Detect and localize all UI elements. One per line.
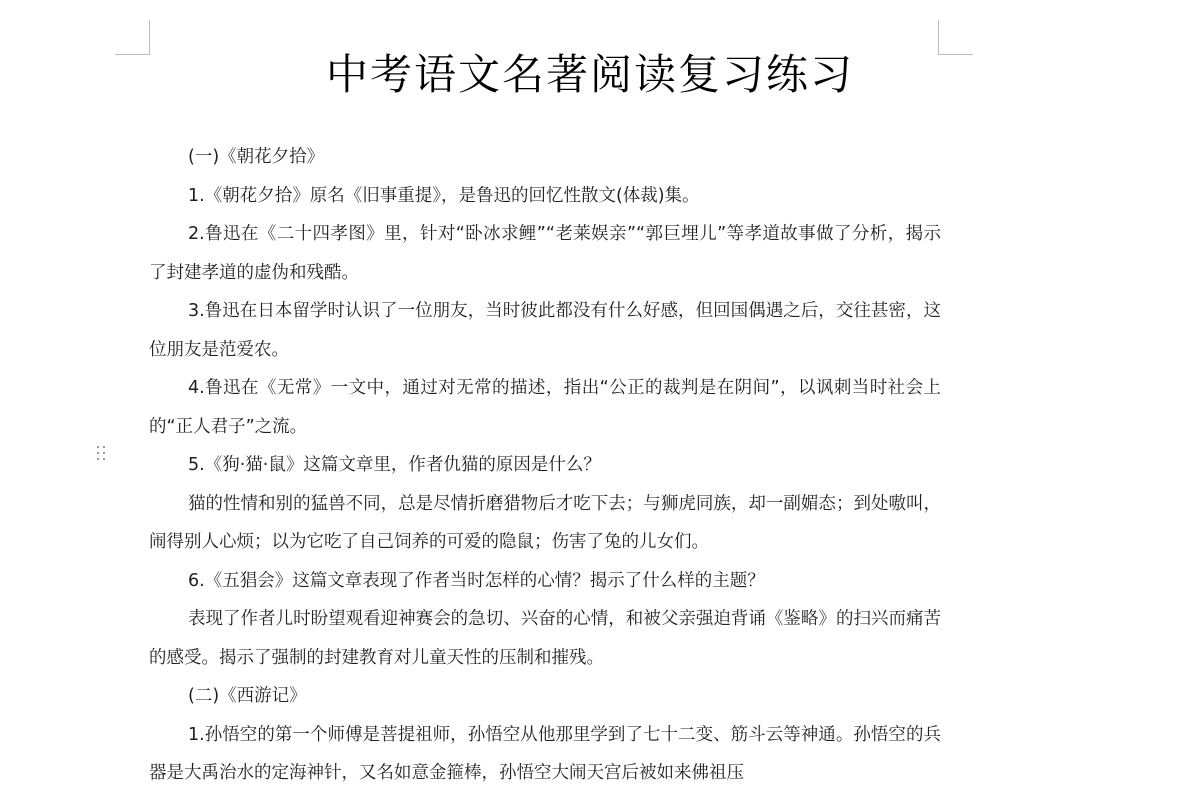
question-4: 4.鲁迅在《无常》一文中，通过对无常的描述，指出“公正的裁判是在阴间”，以讽刺当时社会上的“正人君子”之流。	[149, 378, 941, 437]
question-5: 5.《狗·猫·鼠》这篇文章里，作者仇猫的原因是什么？	[188, 455, 601, 475]
paragraph-drag-handle-icon[interactable]	[97, 446, 107, 462]
document-body	[149, 138, 941, 793]
answer-5: 猫的性情和别的猛兽不同，总是尽情折磨猎物后才吃下去；与狮虎同族，却一副媚态；到处嗷叫，闹得别人心烦；以为它吃了自己饲养的可爱的隐鼠；伤害了兔的儿女们。	[149, 493, 941, 552]
xiyouji-question-1: 1.孙悟空的第一个师傅是菩提祖师，孙悟空从他那里学到了七十二变、筋斗云等神通。孙悟空的兵器是大禹治水的定海神针，又名如意金箍棒，孙悟空大闹天宫后被如来佛祖压	[149, 724, 941, 783]
question-1: 1.《朝花夕拾》原名《旧事重提》，是鲁迅的回忆性散文(体裁)集。	[188, 185, 700, 206]
answer-6: 表现了作者儿时盼望观看迎神赛会的急切、兴奋的心情，和被父亲强迫背诵《鉴略》的扫兴而痛苦的感受。揭示了强制的封建教育对儿童天性的压制和摧残。	[149, 609, 941, 668]
question-2: 2.鲁迅在《二十四孝图》里，针对“卧冰求鲤”“老莱娱亲”“郭巨埋儿”等孝道故事做了分析，揭示了封建孝道的虚伪和残酷。	[149, 224, 941, 283]
section-heading-chaohuaxishi: (一)《朝花夕拾》	[188, 147, 325, 167]
document-title: 中考语文名著阅读复习练习	[325, 50, 854, 99]
section-heading-xiyouji: (二)《西游记》	[188, 686, 307, 706]
question-3: 3.鲁迅在日本留学时认识了一位朋友，当时彼此都没有什么好感，但回国偶遇之后，交往甚密，这位朋友是范爱农。	[149, 301, 941, 360]
question-6: 6.《五猖会》这篇文章表现了作者当时怎样的心情？揭示了什么样的主题？	[188, 570, 765, 591]
